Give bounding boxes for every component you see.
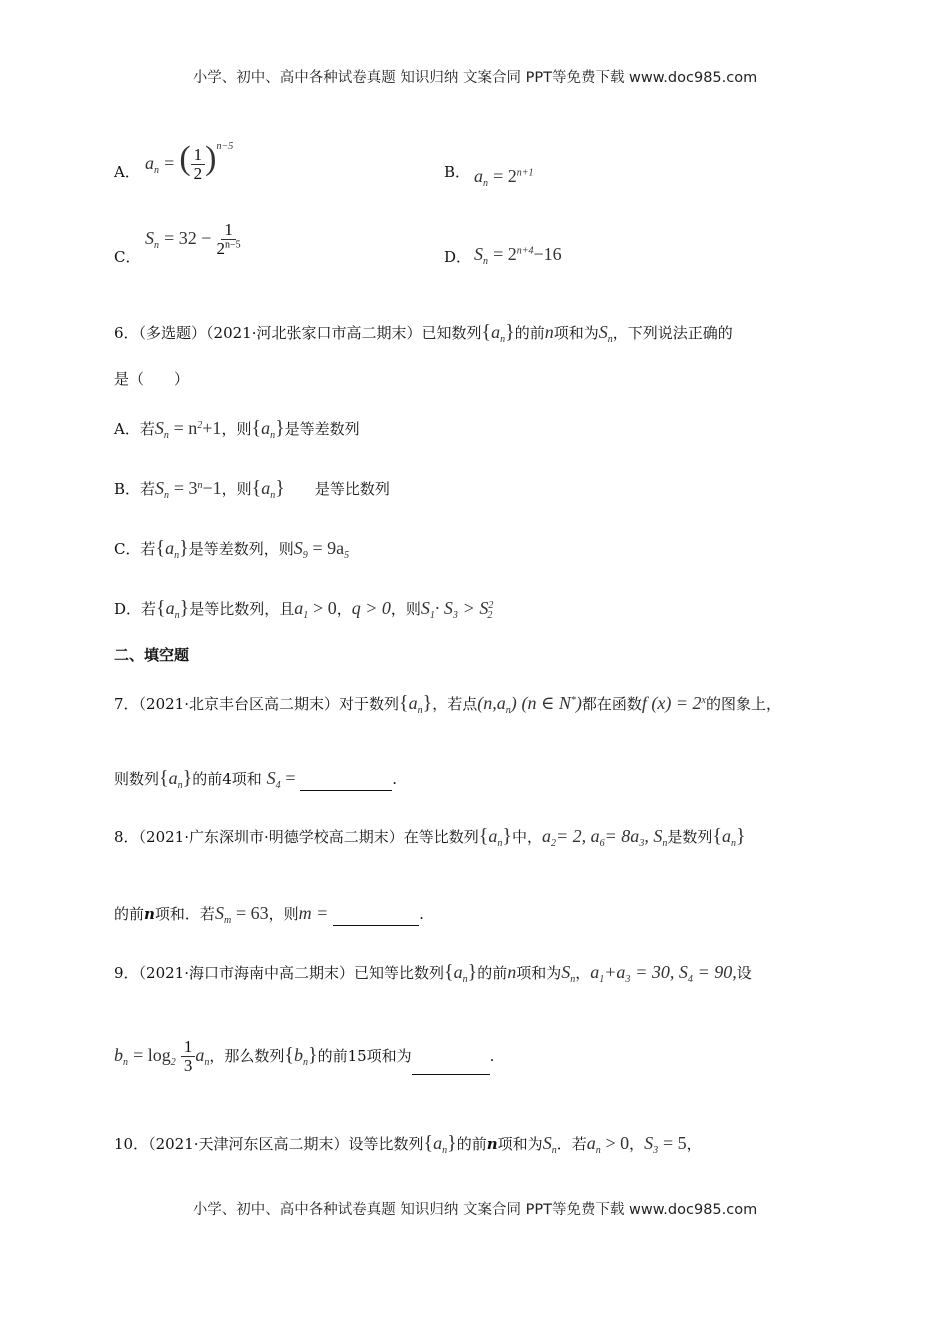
q9-stem-line2: $b_n = \log_2$ $\frac{1}{3}$ $a_n$，那么数列$\{b_n\}$的前15项和为 . (114, 1037, 495, 1075)
q5-option-a (114, 165, 140, 180)
q5-option-c: C． (114, 248, 141, 266)
q7-stem-line2: 则数列$\{a_n\}$的前4项和 $S_4$ = . (114, 767, 398, 791)
q5-a-formula: $a_n$ = ( $\frac{1}{2}$ )$^{n-5}$ (145, 140, 234, 183)
q6-option-d: D．若$\{a_n\}$是等比数列，且$a_1 > 0$，q > 0，则$S_1\cdot S_3 > S^2_2$ (114, 597, 494, 621)
answer-blank[interactable] (333, 911, 419, 926)
page-footer: 小学、初中、高中各种试卷真题 知识归纳 文案合同 PPT等免费下载 www.doc985.com (192, 1202, 758, 1218)
q5-c-formula: $S_n = 32$ − $\frac{1}{2^{n-5}}$ (145, 220, 241, 258)
q5-option-d: D． (444, 248, 472, 266)
q7-stem-line1: 7．（2021·北京丰台区高二期末）对于数列$\{a_n\}$，若点$(n,a_n)$ (n ∈ N*)都在函数f $(x) = 2^x$的图象上， (114, 692, 781, 716)
q6-stem-line2: 是（ ） (114, 370, 190, 388)
q5-option-b: B． (444, 163, 471, 181)
section-title: 二、填空题 (114, 646, 190, 664)
q9-stem-line1: 9．（2021·海口市海南中高二期末）已知等比数列$\{a_n\}$的前n项和为$S_n$，$a_1+a_3 = 30$, $S_4 = 90$,设 (114, 961, 752, 985)
answer-blank[interactable] (412, 1060, 490, 1075)
q8-stem-line2: 的前n项和．若$S_m = 63$，则m = . (114, 903, 424, 926)
q6-option-c: C．若$\{a_n\}$是等差数列，则$S_9 = 9a_5$ (114, 537, 350, 561)
page-header: 小学、初中、高中各种试卷真题 知识归纳 文案合同 PPT等免费下载 www.doc985.com (192, 70, 758, 86)
q8-stem-line1: 8．（2021·广东深圳市·明德学校高二期末）在等比数列$\{a_n\}$中，$a_2= 2$, $a_6= 8a_3$, $S_n$是数列$\{a_n\}$ (114, 825, 746, 849)
q6-option-b: B．若$S_n = 3^n-1$，则$\{a_n\}$ 是等比数列 (114, 477, 390, 501)
q6-option-a: A．若$S_n = n^2+1$，则$\{a_n\}$是等差数列 (114, 417, 360, 441)
q6-stem-line1: 6．（多选题）（2021·河北张家口市高二期末）已知数列$\{a_n\}$的前n项和为$S_n$，下列说法正确的 (114, 321, 733, 345)
option-label: A． (114, 163, 140, 181)
q5-b-formula: $a_n = 2^{n+1}$ (474, 166, 534, 190)
q5-d-formula: $S_n = 2^{n+4}-16$ (474, 244, 562, 268)
answer-blank[interactable] (300, 776, 392, 791)
q10-stem-line1: 10．（2021·天津河东区高二期末）设等比数列$\{a_n\}$的前n项和为$S_n$．若$a_n > 0$，$S_3 = 5$， (114, 1132, 702, 1156)
